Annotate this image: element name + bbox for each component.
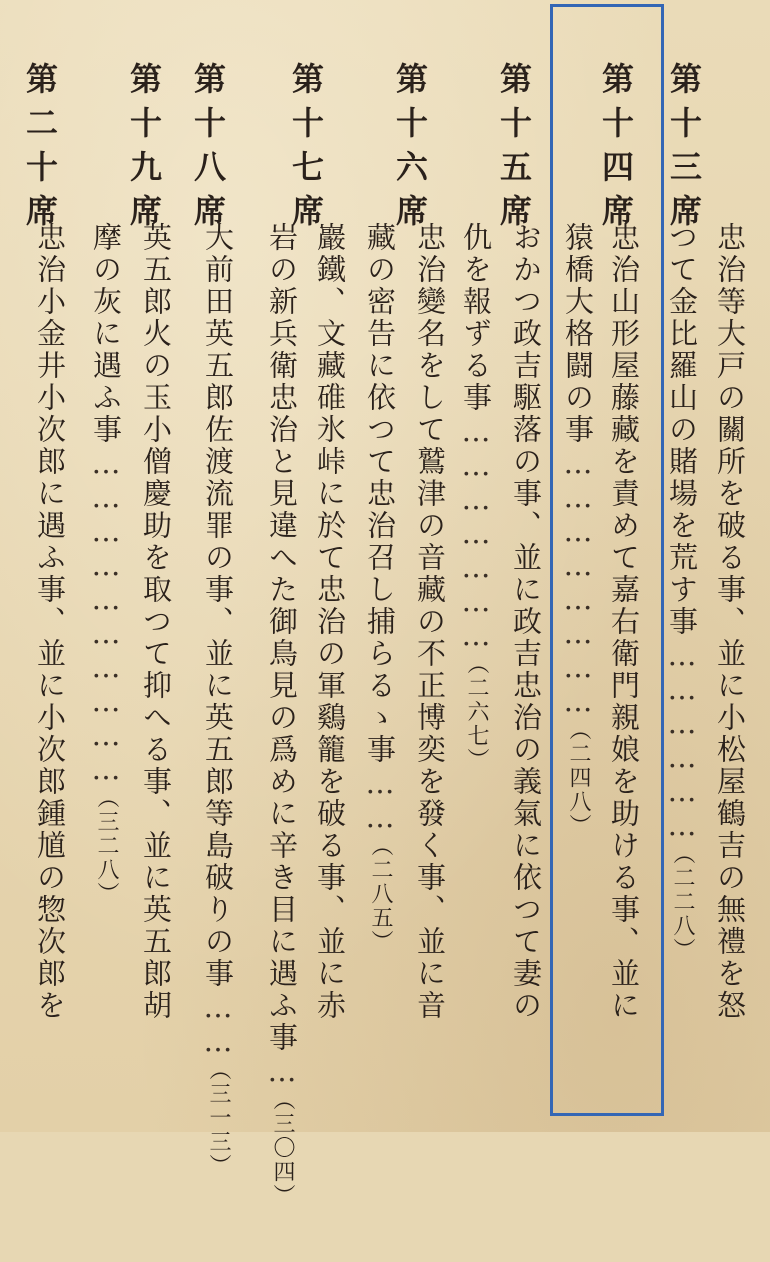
entry-heading: 第十八席 [189,62,227,238]
entry-heading: 第十九席 [125,62,163,238]
leader-dots: … [265,1054,299,1088]
entry-text: つて金比羅山の賭場を荒す事 [665,222,699,638]
page-number: （三二八） [94,786,119,906]
entry-text: 大前田英五郎佐渡流罪の事、並に英五郎等島破りの事 [201,222,235,990]
entry-line [192,222,244,1262]
entry-line [500,222,552,1262]
entry-text: 忠治等大戸の關所を破る事、並に小松屋鶴吉の無禮を怒 [713,222,747,1022]
entry-text: 岩の新兵衛忠治と見違へた御鳥見の爲めに辛き目に遇ふ事 [265,222,299,1054]
entry-text: 摩の灰に遇ふ事 [89,222,123,446]
page-number: （二四八） [566,718,591,838]
entry-line [304,222,356,1262]
leader-dots: ……………… [665,638,699,842]
entry-text: 藏の密告に依つて忠治召し捕らるゝ事 [363,222,397,766]
selection-highlight-box [550,4,664,1116]
leader-dots: ………………………… [89,446,123,786]
entry-line [24,222,76,1262]
entry-line [80,222,132,1262]
entry-text: おかつ政吉駆落の事、並に政吉忠治の義氣に依つて妻の [509,222,543,1022]
entry-line [256,222,308,1262]
leader-dots: …………………… [561,446,595,718]
entry-line [354,222,406,1262]
entry-text: 猿橋大格闘の事 [561,222,595,446]
leader-dots: …… [363,766,397,834]
entry-line [704,222,756,1262]
entry-text: 忠治山形屋藤藏を責めて嘉右衛門親娘を助ける事、並に [607,222,641,1022]
entry-text: 忠治小金井小次郎に遇ふ事、並に小次郎鍾馗の惣次郎を [33,222,67,1022]
entry-text: 仇を報ずる事 [459,222,493,414]
page-number: （三一三） [206,1058,231,1178]
entry-text: 忠治變名をして鷲津の音藏の不正博奕を發く事、並に音 [413,222,447,1022]
entry-text: 巖鐵、文藏碓氷峠に於て忠治の軍鷄籠を破る事、並に赤 [313,222,347,1022]
page-number: （二二八） [670,842,695,962]
entry-heading: 第十五席 [495,62,533,238]
entry-heading: 第十四席 [597,62,635,238]
entry-heading: 第十六席 [391,62,429,238]
page-number: （二六七） [464,652,489,772]
leader-dots: …… [201,990,235,1058]
entry-line [450,222,502,1262]
entry-heading: 第二十席 [21,62,59,238]
entry-heading: 第十七席 [287,62,325,238]
entry-text: 英五郎火の玉小僧慶助を取つて抑へる事、並に英五郎胡 [139,222,173,1022]
entry-heading: 第十三席 [665,62,703,238]
entry-line [404,222,456,1262]
page-number: （二八五） [368,834,393,954]
page-number: （三〇四） [270,1088,295,1208]
entry-line [130,222,182,1262]
leader-dots: ………………… [459,414,493,652]
